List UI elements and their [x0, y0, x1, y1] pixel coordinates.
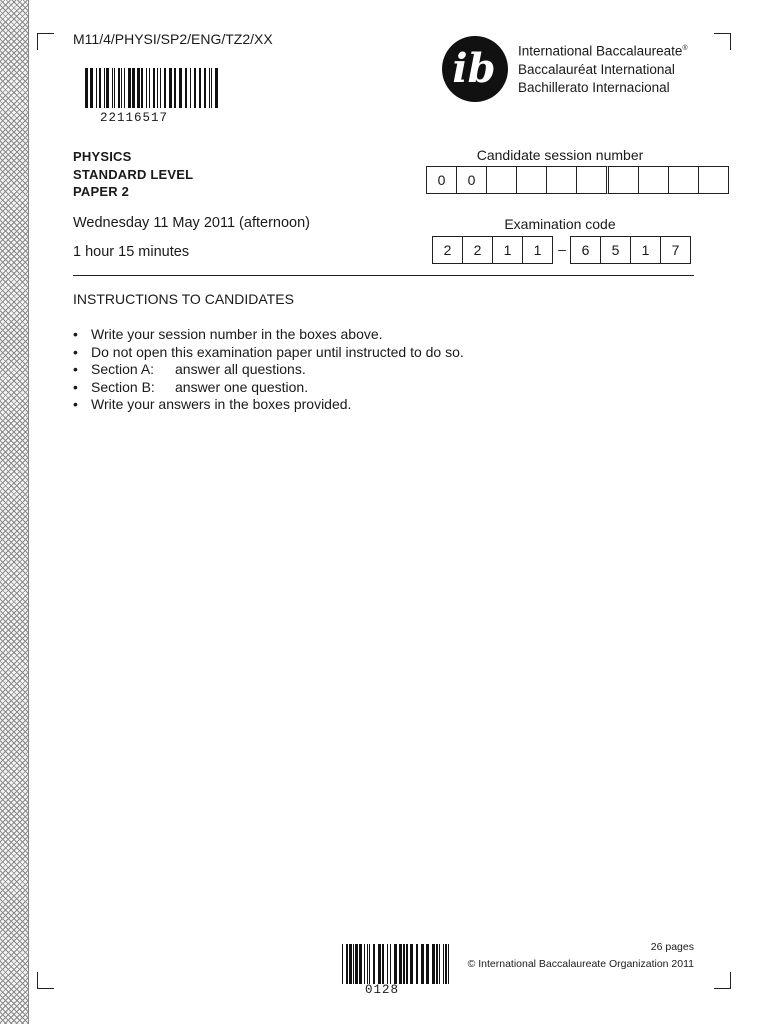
bullet: • — [73, 396, 78, 413]
barcode-bar — [387, 944, 388, 984]
candidate-session-label: Candidate session number — [476, 147, 644, 163]
crop-mark-bottom-left — [37, 972, 54, 989]
crop-mark-top-right — [714, 33, 731, 50]
divider — [73, 275, 694, 276]
barcode-bar — [394, 944, 397, 984]
barcode-bar — [382, 944, 384, 984]
barcode-bar — [355, 944, 358, 984]
instruction-text: Write your answers in the boxes provided. — [91, 396, 352, 413]
session-digit-box[interactable] — [486, 166, 517, 194]
ib-logo-text: ib — [452, 45, 496, 92]
organization-names — [518, 40, 688, 97]
barcode-bar — [346, 944, 348, 984]
exam-code-label: Examination code — [504, 216, 616, 232]
session-digit-box[interactable] — [576, 166, 607, 194]
barcode-bar — [141, 68, 143, 108]
session-digit-box[interactable] — [546, 166, 577, 194]
barcode-bar — [369, 944, 370, 984]
section-label: Section B: — [91, 378, 155, 395]
section-text: answer one question. — [175, 378, 309, 395]
barcode-bar — [215, 68, 218, 108]
session-digit-box[interactable] — [698, 166, 729, 194]
barcode-bar — [85, 68, 88, 108]
barcode-bar — [194, 68, 196, 108]
barcode-bar — [416, 944, 418, 984]
crop-mark-top-left — [37, 33, 54, 50]
barcode-bar — [112, 68, 113, 108]
barcode-bar — [96, 68, 97, 108]
barcode-bars — [342, 944, 452, 984]
barcode-bar — [118, 68, 120, 108]
top-barcode — [85, 68, 221, 108]
barcode-bar — [406, 944, 408, 984]
barcode-bar — [436, 944, 438, 984]
barcode-bar — [114, 68, 115, 108]
barcode-bar — [174, 68, 176, 108]
barcode-bar — [121, 68, 122, 108]
barcode-bar — [364, 944, 365, 984]
exam-code-digit: 6 — [570, 236, 601, 264]
exam-duration: 1 hour 15 minutes — [73, 244, 190, 260]
instruction-text: Do not open this examination paper until instructed to do so. — [91, 343, 464, 360]
barcode-bar — [90, 68, 93, 108]
barcode-bar — [104, 68, 105, 108]
barcode-bar — [157, 68, 158, 108]
barcode-bar — [378, 944, 381, 984]
section-text: answer all questions. — [175, 361, 306, 378]
crop-mark-bottom-right — [714, 972, 731, 989]
bottom-barcode — [342, 944, 452, 984]
exam-code-digit: 1 — [492, 236, 523, 264]
barcode-bar — [185, 68, 187, 108]
exam-code-digit: 1 — [522, 236, 553, 264]
barcode-bar — [137, 68, 140, 108]
barcode-bar — [359, 944, 362, 984]
subject-name: PHYSICS — [73, 149, 132, 164]
paper-number: PAPER 2 — [73, 184, 130, 199]
barcode-bar — [153, 68, 155, 108]
instruction-text: Write your session number in the boxes above. — [91, 326, 383, 342]
exam-code-digit: 2 — [432, 236, 463, 264]
barcode-bar — [443, 944, 444, 984]
barcode-bar — [199, 68, 201, 108]
barcode-bar — [410, 944, 413, 984]
barcode-bar — [209, 68, 210, 108]
org-name-french: Baccalauréat International — [518, 61, 675, 77]
exam-code-digit: 7 — [660, 236, 691, 264]
barcode-bar — [149, 68, 150, 108]
barcode-bar — [146, 68, 147, 108]
bullet: • — [73, 378, 78, 395]
bullet: • — [73, 343, 78, 360]
barcode-bar — [448, 944, 449, 984]
barcode-bar — [439, 944, 440, 984]
barcode-bar — [421, 944, 424, 984]
barcode-bar — [164, 68, 166, 108]
barcode-bar — [426, 944, 429, 984]
top-barcode-number: 22116517 — [100, 111, 169, 125]
barcode-bar — [106, 68, 109, 108]
barcode-bar — [399, 944, 402, 984]
instruction-item — [73, 344, 464, 362]
barcode-bar — [445, 944, 447, 984]
barcode-bar — [367, 944, 368, 984]
exam-date: Wednesday 11 May 2011 (afternoon) — [73, 215, 310, 231]
barcode-bar — [373, 944, 375, 984]
barcode-bar — [403, 944, 405, 984]
barcode-bar — [124, 68, 125, 108]
candidate-session-boxes[interactable] — [426, 166, 729, 194]
instructions-title: INSTRUCTIONS TO CANDIDATES — [73, 291, 294, 307]
exam-code-digit: 1 — [630, 236, 661, 264]
subject-level: STANDARD LEVEL — [73, 166, 194, 182]
barcode-bar — [132, 68, 135, 108]
registered-mark: ® — [682, 45, 688, 52]
paper-code: M11/4/PHYSI/SP2/ENG/TZ2/XX — [73, 31, 273, 47]
barcode-bar — [179, 68, 182, 108]
exam-code-digit: 5 — [600, 236, 631, 264]
instructions-list — [73, 326, 464, 414]
bottom-barcode-number: 0128 — [365, 983, 400, 997]
barcode-bar — [349, 944, 352, 984]
session-digit-box[interactable] — [606, 166, 639, 194]
session-digit-box[interactable]: 0 — [426, 166, 457, 194]
bullet: • — [73, 326, 78, 342]
instruction-item — [73, 396, 464, 414]
subject-block — [73, 148, 193, 201]
barcode-bar — [342, 944, 343, 984]
barcode-bar — [432, 944, 435, 984]
instruction-section-a — [73, 361, 464, 379]
session-digit-box[interactable] — [668, 166, 699, 194]
barcode-bar — [160, 68, 161, 108]
barcode-bar — [190, 68, 191, 108]
barcode-bar — [169, 68, 172, 108]
barcode-bar — [353, 944, 354, 984]
barcode-bar — [128, 68, 131, 108]
org-name-english: International Baccalaureate — [518, 43, 683, 59]
exam-code-boxes — [432, 236, 691, 264]
session-digit-box[interactable]: 0 — [456, 166, 487, 194]
instruction-section-b — [73, 379, 464, 397]
barcode-bar — [390, 944, 391, 984]
exam-code-separator: – — [558, 241, 566, 257]
perforation-strip — [0, 0, 29, 1024]
org-name-spanish: Bachillerato Internacional — [518, 79, 670, 95]
instruction-item — [73, 326, 464, 344]
bullet: • — [73, 361, 78, 378]
ib-logo-icon — [441, 35, 509, 103]
barcode-bar — [204, 68, 206, 108]
session-digit-box[interactable] — [638, 166, 669, 194]
barcode-bar — [211, 68, 212, 108]
session-digit-box[interactable] — [516, 166, 547, 194]
barcode-bars — [85, 68, 221, 108]
barcode-bar — [99, 68, 101, 108]
exam-code-digit: 2 — [462, 236, 493, 264]
copyright: © International Baccalaureate Organization 2011 — [467, 958, 694, 970]
page-count: 26 pages — [650, 941, 694, 953]
section-label: Section A: — [91, 361, 155, 378]
